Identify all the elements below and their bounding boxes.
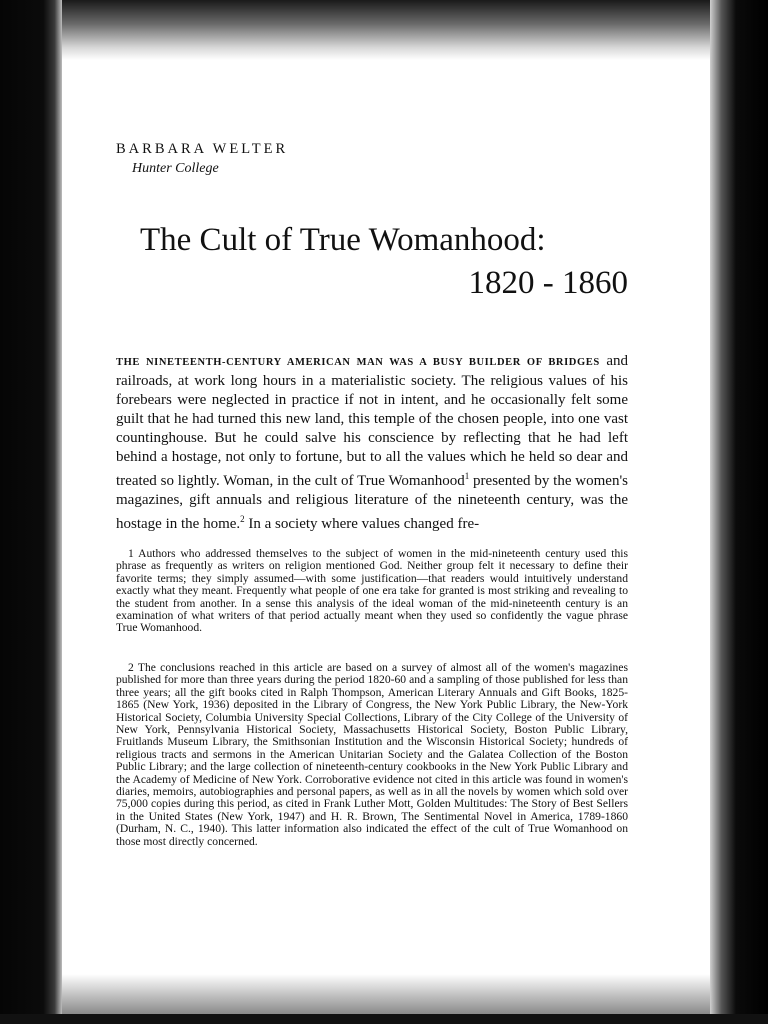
body-text-part-1: and railroads, at work long hours in a materialistic society. The religious values of his forebears were neglected in practice if not in intent, and he occasionally felt some guilt that he had turned this new land, this temple of the chosen people, into one vast countinghouse. But he could salve his conscience by reflecting that he had left behind a hostage, not only to fortune, but to all the values which he held so dear and treated so lightly. Woman, in the cult of True Womanhood	[116, 353, 628, 489]
footnote-ref-1: 1	[464, 471, 470, 481]
body-text-part-2: presented by the women's magazines, gift annuals and religious literature of the nineteenth century, was the hostage in the home.	[116, 473, 629, 532]
article-title-line-2: 1820 - 1860	[468, 265, 628, 301]
scan-edge-right	[710, 0, 768, 1024]
footnote-1: 1 Authors who addressed themselves to the subject of women in the mid-nineteenth century used this phrase as frequently as writers on religion mentioned God. Neither group felt it necessary to define their favorite terms; they simply assumed—with some justification—that readers would intuitively understand exactly what they meant. Frequently what people of one era take for granted is most striking and revealing to the student from another. In a sense this analysis of the ideal woman of the mid-nineteenth century is an examination of what writers of that period actually meant when they used so confidently the vague phrase True Womanhood.	[116, 547, 628, 635]
author-affiliation: Hunter College	[132, 161, 219, 176]
footnote-2: 2 The conclusions reached in this article are based on a survey of almost all of the women's magazines published for more than three years during the period 1820-60 and a sampling of those published for less than three years; all the gift books cited in Ralph Thompson, American Literary Annuals and Gift Books, 1825-1865 (New York, 1936) deposited in the Library of Congress, the New York Public Library, the New-York Historical Society, Columbia University Special Collections, Library of the City College of the University of New York, Pennsylvania Historical Society, Massachusetts Historical Society, Boston Public Library, Fruitlands Museum Library, the Smithsonian Institution and the Wisconsin Historical Society; hundreds of religious tracts and sermons in the American Unitarian Society and the Galatea Collection of the Boston Public Library; and the large collection of nineteenth-century cookbooks in the New York Public Library and the Academy of Medicine of New York. Corroborative evidence not cited in this article was found in women's diaries, memoirs, autobiographies and personal papers, as well as in all the novels by women which sold over 75,000 copies during this period, as cited in Frank Luther Mott, Golden Multitudes: The Story of Best Sellers in the United States (New York, 1947) and H. R. Brown, The Sentimental Novel in America, 1789-1860 (Durham, N. C., 1940). This latter information also indicated the effect of the cult of True Womanhood on those most directly concerned.	[116, 661, 628, 848]
author-name: BARBARA WELTER	[116, 141, 289, 157]
footnote-ref-2: 2	[240, 514, 245, 524]
document-page	[116, 0, 628, 1024]
article-body-paragraph	[116, 352, 628, 534]
body-lead-smallcaps: THE NINETEENTH-CENTURY AMERICAN MAN WAS A BUSY BUILDER OF BRIDGES	[116, 357, 600, 368]
article-title-line-1: The Cult of True Womanhood:	[140, 222, 546, 258]
scan-edge-left	[0, 0, 62, 1024]
body-text-part-3: In a society where values changed fre-	[244, 516, 480, 532]
